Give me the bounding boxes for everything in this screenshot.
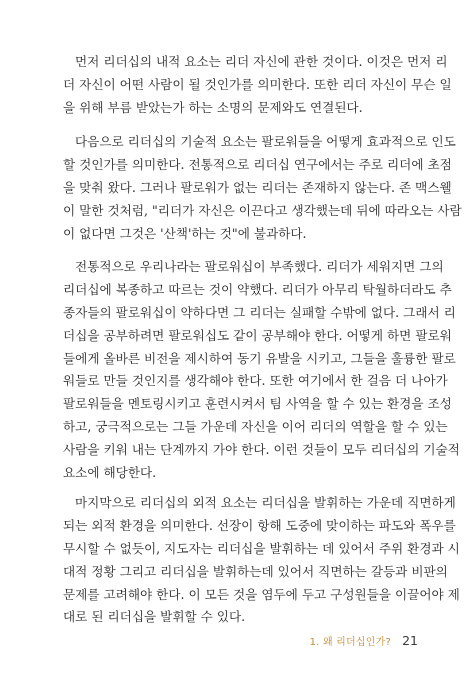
chapter-title: 1. 왜 리더십인가?	[309, 637, 391, 648]
text-line: 대로 된 리더십을 발휘할 수 있다.	[63, 609, 246, 625]
text-line: 더십을 공부하려면 팔로워십도 같이 공부해야 한다. 어떻게 하면 팔로워	[63, 327, 452, 343]
text-line: 을 맞춰 왔다. 그러나 팔로워가 없는 리더는 존재하지 않는다. 존 맥스웰	[63, 179, 452, 195]
text-line: 무시할 수 없듯이, 지도자는 리더십을 발휘하는 데 있어서 주위 환경과 시	[63, 540, 460, 556]
page-number: 21	[402, 633, 418, 648]
paragraph	[63, 131, 462, 245]
text-line: 사람을 키워 내는 단계까지 가야 한다. 이런 것들이 모두 리더십의 기술적	[63, 442, 460, 458]
text-line: 대적 정황 그리고 리더십을 발휘하는데 있어서 직면하는 갈등과 비판의	[63, 563, 448, 579]
text-line: 요소에 해당한다.	[63, 465, 157, 481]
text-line: 팔로워들을 멘토링시키고 훈련시켜서 팀 사역을 할 수 있는 환경을 조성	[63, 396, 452, 412]
text-line: 다음으로 리더십의 기술적 요소는 팔로워들을 어떻게 효과적으로 인도	[75, 134, 456, 149]
text-line: 을 위해 부름 받았는가 하는 소명의 문제와도 연결된다.	[63, 99, 363, 115]
text-line: 되는 외적 환경을 의미한다. 선장이 항해 도중에 맞이하는 파도와 폭우를	[63, 517, 456, 533]
text-line: 이 말한 것처럼, "리더가 자신은 이끈다고 생각했는데 뒤에 따라오는 사람	[63, 202, 462, 218]
text-line: 하고, 궁극적으로는 그들 가운데 자신을 이어 리더의 역할을 할 수 있는	[63, 419, 448, 435]
text-line: 종자들의 팔로워십이 약하다면 그 리더는 실패할 수밖에 없다. 그래서 리	[63, 304, 456, 320]
paragraph	[63, 51, 452, 120]
text-line: 할 것인가를 의미한다. 전통적으로 리더십 연구에서는 주로 리더에 초점	[63, 156, 452, 172]
paragraph	[63, 492, 460, 629]
text-line: 마지막으로 리더십의 외적 요소는 리더십을 발휘하는 가운데 직면하게	[75, 495, 456, 510]
text-line: 워들로 만들 것인지를 생각해야 한다. 또한 여기에서 한 걸음 더 나아가	[63, 373, 448, 389]
text-line: 전통적으로 우리나라는 팔로워십이 부족했다. 리더가 세워지면 그의	[75, 259, 444, 274]
page-footer	[0, 630, 418, 649]
text-line: 이 없다면 그것은 '산책'하는 것"에 불과하다.	[63, 225, 307, 241]
text-line: 먼저 리더십의 내적 요소는 리더 자신에 관한 것이다. 이것은 먼저 리	[75, 54, 448, 69]
text-line: 들에게 올바른 비전을 제시하여 동기 유발을 시키고, 그들을 훌륭한 팔로	[63, 350, 456, 366]
text-line: 더 자신이 어떤 사람이 될 것인가를 의미한다. 또한 리더 자신이 무슨 일	[63, 76, 452, 92]
text-line: 문제를 고려해야 한다. 이 모든 것을 염두에 두고 구성원들을 이끌어야 제	[63, 586, 460, 602]
paragraph	[63, 256, 460, 485]
text-line: 리더십에 복종하고 따르는 것이 약했다. 리더가 아무리 탁월하더라도 추	[63, 281, 452, 297]
